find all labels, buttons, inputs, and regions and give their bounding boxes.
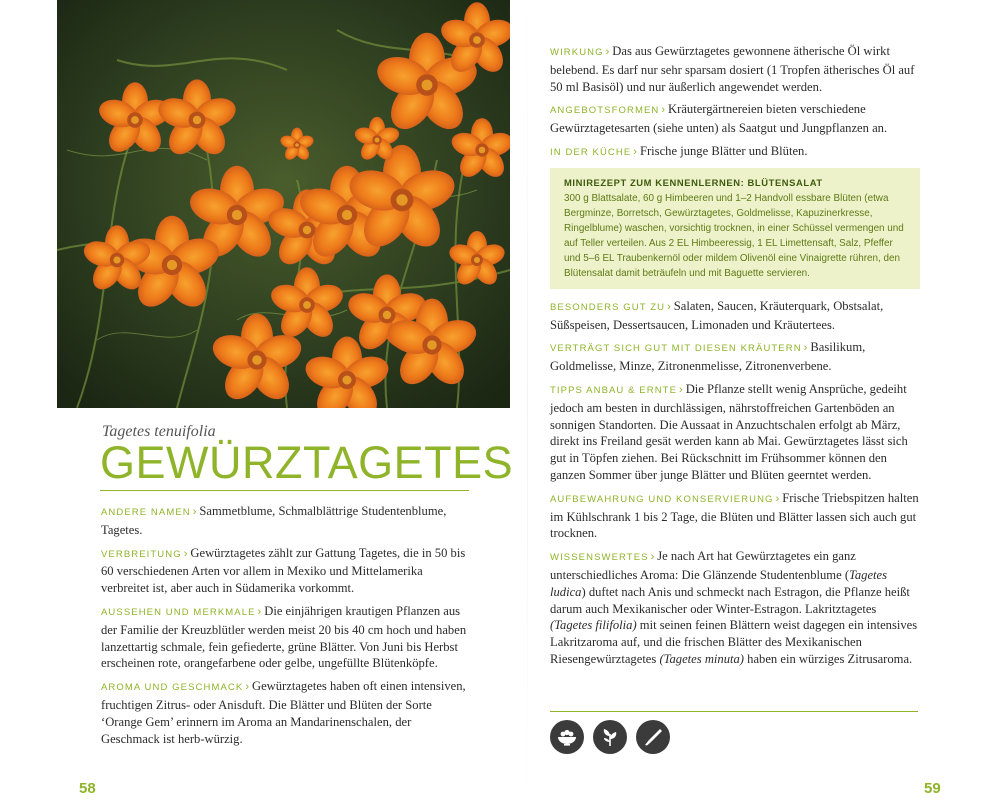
salad-bowl-icon: [550, 720, 584, 754]
chevron-right-icon: ›: [667, 300, 671, 313]
entry-text: Sammetblume, Schmalblättrige Studentenblume, Tagetes.: [101, 504, 447, 537]
entry-text: Frische Triebspitzen halten im Kühlschrank 1 bis 2 Tage, die Blüten und Blätter lassen sich auch gut trocknen.: [550, 490, 919, 541]
entry-aroma: [101, 678, 473, 747]
chevron-right-icon: ›: [661, 104, 666, 117]
entry-label: AUFBEWAHRUNG UND KONSERVIERUNG: [550, 493, 774, 505]
entry-text: Frische junge Blätter und Blüten.: [639, 143, 808, 158]
entry-aufbewahrung: [550, 490, 920, 542]
entry-label: AROMA UND GESCHMACK: [101, 682, 244, 694]
category-icons: [550, 720, 670, 754]
chevron-right-icon: ›: [183, 547, 188, 560]
chevron-right-icon: ›: [257, 605, 262, 618]
entry-text: Die Pflanze stellt wenig Ansprüche, gedeiht jedoch am besten in durchlässigen, nährstoffreichen Gartenböden an sonnigen Standorten. Die Aussaat in Anzuchtschalen erfolgt ab März, direkt ins Freiland gesät werden kann ab Mai. Gewürztagetes lässt sich gut in Töpfen ziehen. Bei Rückschnitt im Frühsommer können den ganzen Sommer über junge Blätter und Blüten geerntet werden.: [550, 381, 908, 482]
entry-label: ANGEBOTSFORMEN: [550, 105, 660, 117]
right-column: [550, 43, 920, 674]
entry-label: VERBREITUNG: [101, 548, 182, 560]
entry-label: TIPPS ANBAU & ERNTE: [550, 384, 678, 396]
species-name: Tagetes tenuifolia: [102, 423, 216, 440]
entry-label: AUSSEHEN UND MERKMALE: [101, 606, 256, 618]
entry-label: ANDERE NAMEN: [101, 507, 191, 518]
chevron-right-icon: ›: [633, 145, 637, 158]
entry-text: Basilikum, Goldmelisse, Minze, Zitronenmelisse, Zitronenverbene.: [550, 340, 866, 374]
entry-vertraegt-sich: [550, 339, 920, 375]
chevron-right-icon: ›: [775, 492, 780, 505]
species-italic: Tagetes ludica: [550, 567, 888, 599]
knife-cutting-icon: [636, 720, 670, 754]
entry-label: VERTRÄGT SICH GUT MIT DIESEN KRÄUTERN: [550, 343, 802, 355]
entry-besonders-gut-zu: [550, 298, 920, 334]
chevron-right-icon: ›: [679, 383, 683, 396]
entry-in-der-kueche: [550, 143, 920, 162]
page-gutter: [527, 0, 528, 800]
chevron-right-icon: ›: [245, 681, 249, 694]
species-italic: (Tagetes minuta): [659, 651, 744, 666]
entry-wissenswertes: [550, 548, 920, 668]
entry-tipps-anbau: [550, 381, 920, 484]
entry-andere-namen: [101, 503, 473, 539]
chevron-right-icon: ›: [605, 46, 610, 58]
entry-angebotsformen: [550, 101, 920, 137]
entry-label: WISSENSWERTES: [550, 552, 649, 564]
entry-text: haben ein würziges Zitrusaroma.: [744, 651, 913, 666]
page-title: GEWÜRZTAGETES: [100, 437, 514, 488]
entry-wirkung: [550, 43, 920, 95]
page-number-right: 59: [924, 780, 941, 797]
entry-text: Das aus Gewürztagetes gewonnene ätherische Öl wirkt belebend. Es darf nur sehr sparsam dosiert (1 Tropfen ätherisches Öl auf 50 ml Basisöl) und nur äußerlich angewendet werden.: [550, 44, 915, 94]
tagetes-flowers-image: [57, 0, 510, 408]
entry-text: Die einjährigen krautigen Pflanzen aus der Familie der Kreuzblütler werden meist 20 bis 40 cm hoch und haben lanzettartig schmale, fein gefiederte, grüne Blätter. Von Juni bis Herbst erscheinen rote, orangefarbene oder gelbe, ungefüllte Blütenköpfe.: [101, 603, 467, 671]
recipe-text: 300 g Blattsalate, 60 g Himbeeren und 1–2 Handvoll essbare Blüten (etwa Bergminze, Borretsch, Gewürztagetes, Goldmelisse, Kapuzinerkresse, Ringelblume) waschen, vorsichtig trocknen, in einer Schüssel vermengen und auf Teller verteilen. Aus 2 EL Himbeeressig, 1 EL Limettensaft, Salz, Pfeffer und 5–6 EL Traubenkernöl oder mildem Olivenöl eine Vinaigrette rühren, den Blütensalat damit beträufeln und mit Baguette servieren.: [564, 192, 904, 279]
page-number-left: 58: [79, 780, 96, 797]
entry-text: Je nach Art hat Gewürztagetes ein ganz unterschiedliches Aroma: Die Glänzende Studentenblume (: [550, 549, 856, 582]
entry-verbreitung: [101, 545, 473, 597]
section-divider: [550, 711, 918, 712]
entry-aussehen: [101, 603, 473, 672]
entry-text: Gewürztagetes zählt zur Gattung Tagetes, die in 50 bis 60 verschiedenen Arten vor allem in Mexiko und Mittelamerika verbreitet ist, aber auch in Südamerika vorkommt.: [101, 545, 466, 596]
entry-label: WIRKUNG: [550, 47, 604, 58]
plant-herb-icon: [593, 720, 627, 754]
entry-label: IN DER KÜCHE: [550, 146, 632, 158]
title-divider: [100, 490, 469, 491]
chevron-right-icon: ›: [803, 342, 808, 355]
entry-text: Salaten, Saucen, Kräuterquark, Obstsalat, Süßspeisen, Dessertsaucen, Limonaden und Kräutertees.: [550, 298, 884, 332]
flower-photo: [57, 0, 510, 408]
chevron-right-icon: ›: [192, 506, 197, 518]
chevron-right-icon: ›: [650, 551, 655, 564]
left-column: [101, 503, 473, 753]
entry-text: mit seinen feinen Blättern weist dagegen ein intensives Lakritzaroma auf, und die frischen Blätter des Mexikanischen Riesengewürztagetes: [550, 618, 918, 666]
species-italic: (Tagetes filifolia): [550, 618, 637, 633]
entry-text: ) duftet nach Anis und schmeckt nach Estragon, die Pflanze heißt darum auch Mexikanischer oder Winter-Estragon. Lakritztagetes: [550, 584, 910, 616]
recipe-title: MINIREZEPT ZUM KENNENLERNEN: BLÜTENSALAT: [564, 176, 823, 188]
entry-text: Gewürztagetes haben oft einen intensiven, fruchtigen Zitrus- oder Anisduft. Die Blätter und Blüten der Sorte ‘Orange Gem’ erinnern im Aroma an Mandarinenschalen, der Geschmack ist herb-würzig.: [101, 679, 466, 746]
recipe-box: [550, 168, 920, 289]
entry-text: Kräutergärtnereien bieten verschiedene Gewürztagetesarten (siehe unten) als Saatgut und Jungpflanzen an.: [550, 102, 888, 136]
entry-label: BESONDERS GUT ZU: [550, 301, 666, 313]
